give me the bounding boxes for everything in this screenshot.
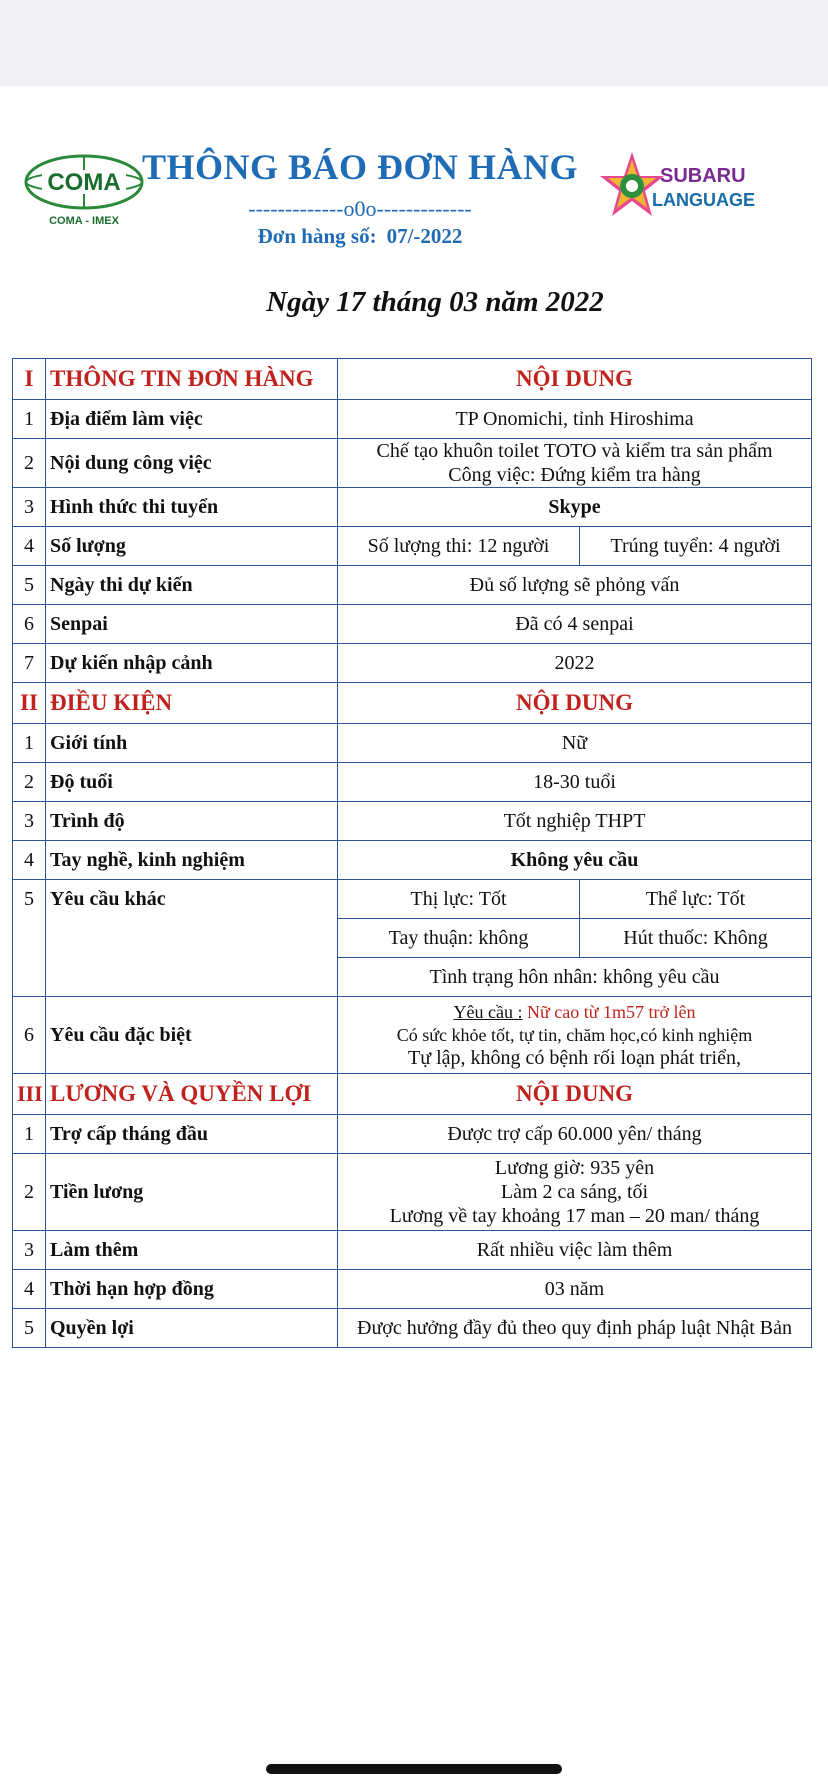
row-value-line: Lương giờ: 935 yên — [494, 1157, 655, 1179]
section-number: I — [13, 359, 46, 400]
subaru-language-logo — [600, 146, 760, 236]
status-bar — [0, 0, 828, 86]
row-value — [338, 997, 812, 1074]
row-label: Độ tuổi — [46, 763, 338, 802]
row-label: Giới tính — [46, 724, 338, 763]
row-label: Ngày thi dự kiến — [46, 566, 338, 605]
coma-logo — [20, 150, 148, 230]
row-value: TP Onomichi, tỉnh Hiroshima — [338, 400, 812, 439]
svg-text:SUBARU: SUBARU — [660, 165, 746, 187]
svg-text:COMA - IMEX: COMA - IMEX — [49, 215, 119, 227]
page-title: THÔNG BÁO ĐƠN HÀNG — [141, 147, 579, 187]
row-number: 1 — [13, 400, 46, 439]
row-value: Được hưởng đầy đủ theo quy định pháp luật Nhật Bản — [338, 1309, 812, 1348]
section-title: ĐIỀU KIỆN — [46, 683, 338, 724]
row-number: 5 — [13, 880, 46, 997]
row-value: Tốt nghiệp THPT — [338, 802, 812, 841]
row-value-line: Tự lập, không có bệnh rối loạn phát triển, — [408, 1046, 741, 1069]
section-title: LƯƠNG VÀ QUYỀN LỢI — [46, 1074, 338, 1115]
home-indicator[interactable] — [266, 1764, 562, 1774]
row-value: 03 năm — [338, 1270, 812, 1309]
table-row — [13, 841, 812, 880]
table-row — [13, 1309, 812, 1348]
table-row — [13, 400, 812, 439]
svg-text:LANGUAGE: LANGUAGE — [652, 190, 755, 210]
table-row — [13, 605, 812, 644]
row-value-line: Làm 2 ca sáng, tối — [500, 1181, 649, 1203]
table-row — [13, 724, 812, 763]
table-row — [13, 880, 812, 919]
section-content-header: NỘI DUNG — [338, 359, 812, 400]
row-value: 18-30 tuổi — [338, 763, 812, 802]
table-row — [13, 644, 812, 683]
row-label: Yêu cầu khác — [46, 880, 338, 997]
row-value — [338, 439, 812, 488]
row-label: Trợ cấp tháng đầu — [46, 1115, 338, 1154]
row-label: Quyền lợi — [46, 1309, 338, 1348]
table-row — [13, 439, 812, 488]
table-row — [13, 763, 812, 802]
order-number — [200, 224, 520, 249]
order-number-value: 07/-2022 — [386, 224, 463, 248]
table-row — [13, 1270, 812, 1309]
section-header-salary — [13, 1074, 812, 1115]
row-value-line: Chế tạo khuôn toilet TOTO và kiểm tra sản phẩm — [376, 440, 773, 462]
row-number: 4 — [13, 527, 46, 566]
section-content-header: NỘI DUNG — [338, 683, 812, 724]
svg-text:COMA: COMA — [47, 169, 121, 196]
row-value: 2022 — [338, 644, 812, 683]
row-number: 1 — [13, 1115, 46, 1154]
special-requirement-line — [342, 1001, 807, 1024]
row-label: Trình độ — [46, 802, 338, 841]
row-label: Làm thêm — [46, 1231, 338, 1270]
row-label: Hình thức thi tuyển — [46, 488, 338, 527]
section-header-order-info — [13, 359, 812, 400]
row-label: Địa điểm làm việc — [46, 400, 338, 439]
row-label: Tiền lương — [46, 1154, 338, 1231]
table-row — [13, 802, 812, 841]
row-value: Không yêu cầu — [338, 841, 812, 880]
row-number: 6 — [13, 605, 46, 644]
row-number: 4 — [13, 841, 46, 880]
table-row — [13, 488, 812, 527]
row-value-left: Số lượng thi: 12 người — [338, 527, 580, 566]
order-number-label: Đơn hàng số: — [257, 224, 377, 248]
row-label: Senpai — [46, 605, 338, 644]
row-number: 2 — [13, 439, 46, 488]
row-value-handedness: Tay thuận: không — [338, 919, 580, 958]
section-number: III — [13, 1074, 46, 1115]
table-row — [13, 1154, 812, 1231]
section-content-header: NỘI DUNG — [338, 1074, 812, 1115]
requirement-label: Yêu cầu : — [453, 1001, 523, 1022]
section-number: II — [13, 683, 46, 724]
row-value-marital: Tình trạng hôn nhân: không yêu cầu — [338, 958, 812, 997]
row-number: 2 — [13, 763, 46, 802]
row-value-eyesight: Thị lực: Tốt — [338, 880, 580, 919]
section-title: THÔNG TIN ĐƠN HÀNG — [46, 359, 338, 400]
row-label: Tay nghề, kinh nghiệm — [46, 841, 338, 880]
table-row — [13, 527, 812, 566]
row-label: Dự kiến nhập cảnh — [46, 644, 338, 683]
row-value-line: Lương về tay khoảng 17 man – 20 man/ tháng — [389, 1205, 760, 1227]
row-number: 3 — [13, 1231, 46, 1270]
table-row — [13, 1115, 812, 1154]
row-number: 4 — [13, 1270, 46, 1309]
table-row — [13, 997, 812, 1074]
row-value — [338, 1154, 812, 1231]
row-label: Thời hạn hợp đồng — [46, 1270, 338, 1309]
row-number: 3 — [13, 802, 46, 841]
row-value-line: Công việc: Đứng kiểm tra hàng — [448, 464, 701, 486]
table-row — [13, 566, 812, 605]
row-number: 1 — [13, 724, 46, 763]
row-value-smoking: Hút thuốc: Không — [580, 919, 812, 958]
row-value: Đủ số lượng sẽ phỏng vấn — [338, 566, 812, 605]
row-value: Rất nhiều việc làm thêm — [338, 1231, 812, 1270]
row-value-fitness: Thể lực: Tốt — [580, 880, 812, 919]
requirement-value: Nữ cao từ 1m57 trở lên — [526, 1001, 696, 1022]
row-number: 6 — [13, 997, 46, 1074]
row-number: 7 — [13, 644, 46, 683]
row-value: Skype — [338, 488, 812, 527]
row-label: Yêu cầu đặc biệt — [46, 997, 338, 1074]
order-table — [12, 358, 812, 1348]
row-value: Nữ — [338, 724, 812, 763]
table-row — [13, 1231, 812, 1270]
issue-date: Ngày 17 tháng 03 năm 2022 — [266, 286, 604, 318]
row-label: Số lượng — [46, 527, 338, 566]
row-value: Được trợ cấp 60.000 yên/ tháng — [338, 1115, 812, 1154]
row-value-right: Trúng tuyển: 4 người — [580, 527, 812, 566]
row-value-line: Có sức khỏe tốt, tự tin, chăm học,có kinh nghiệm — [396, 1024, 753, 1045]
row-number: 3 — [13, 488, 46, 527]
row-number: 5 — [13, 1309, 46, 1348]
row-number: 5 — [13, 566, 46, 605]
section-header-conditions — [13, 683, 812, 724]
row-number: 2 — [13, 1154, 46, 1231]
row-label: Nội dung công việc — [46, 439, 338, 488]
row-value: Đã có 4 senpai — [338, 605, 812, 644]
title-divider: -------------o0o------------- — [248, 196, 472, 221]
